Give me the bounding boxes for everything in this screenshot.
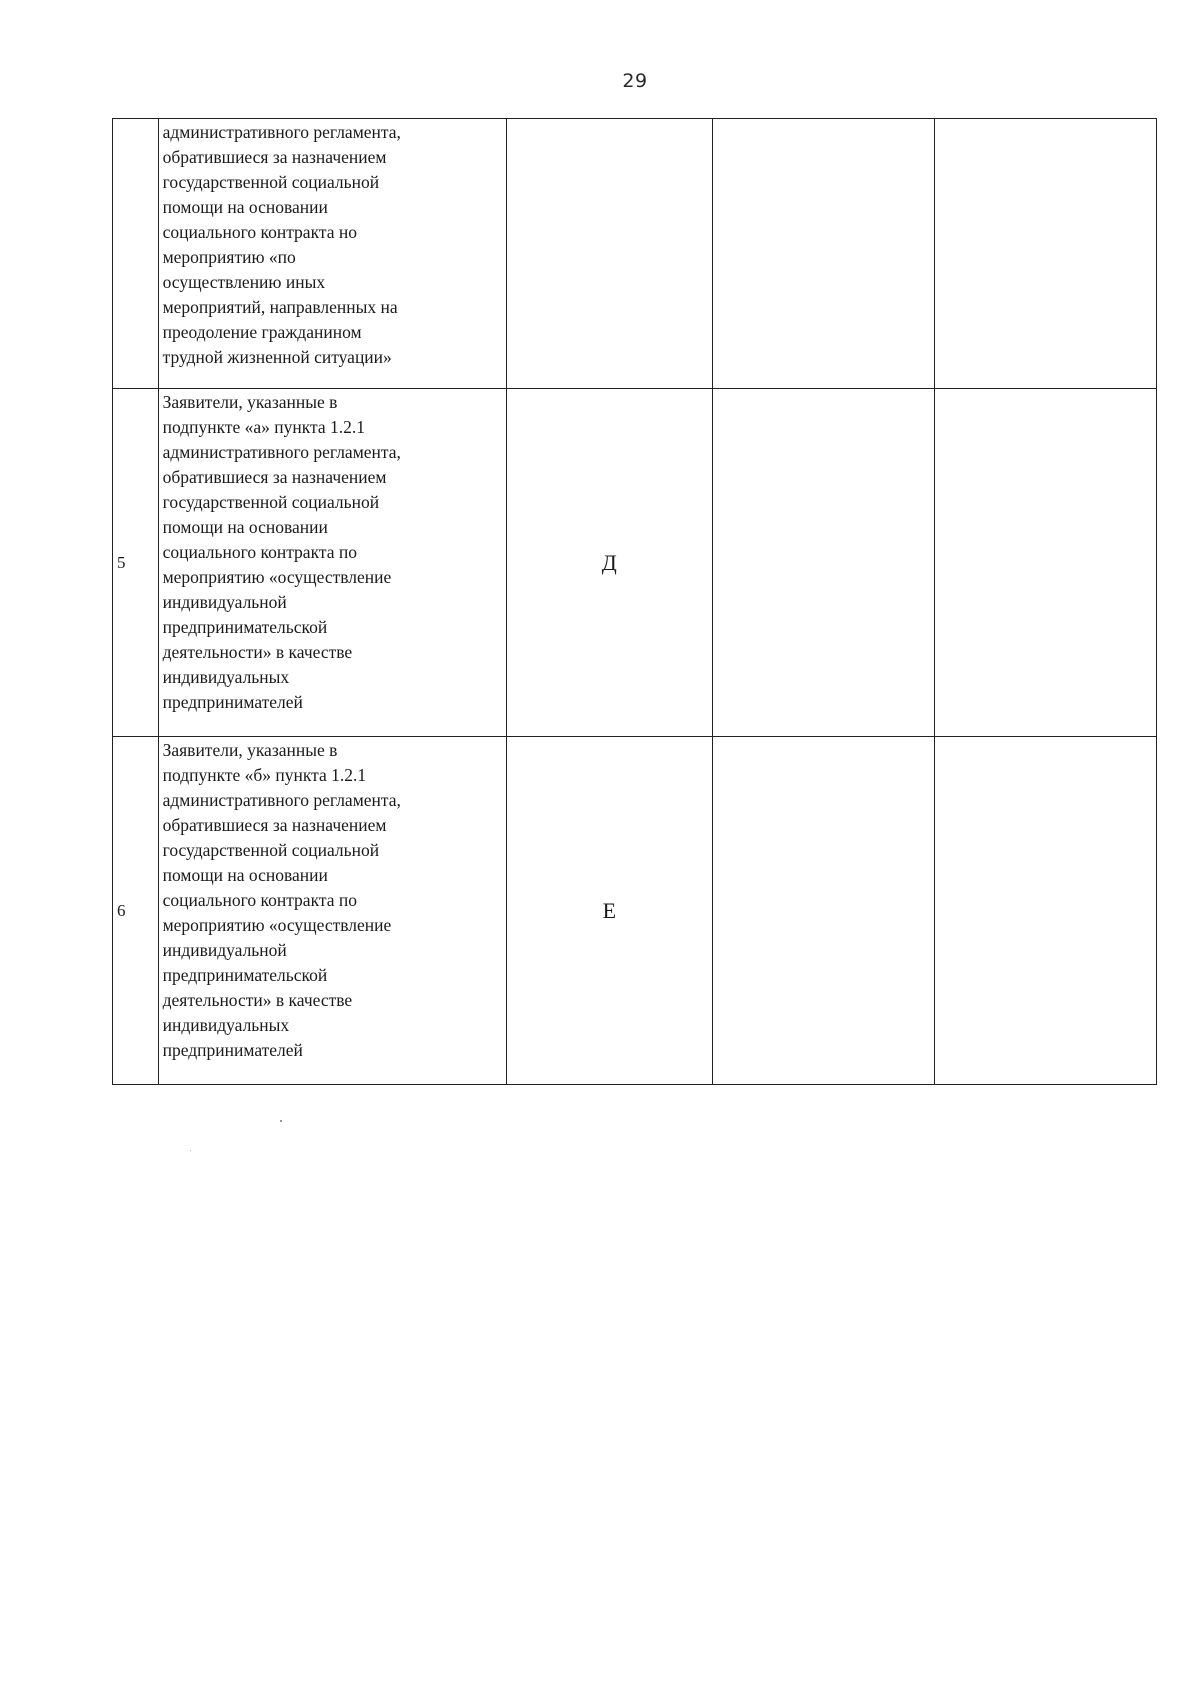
table-row bbox=[113, 389, 1157, 737]
row-mark-cell: Д bbox=[506, 389, 712, 737]
row-number-cell: 6 bbox=[113, 737, 159, 1085]
scan-speck bbox=[190, 1150, 191, 1151]
row-number-cell: 5 bbox=[113, 389, 159, 737]
empty-cell bbox=[934, 737, 1156, 1085]
scan-speck bbox=[280, 1120, 282, 1122]
empty-cell bbox=[712, 119, 934, 389]
row-description-cell: Заявители, указанные в подпункте «а» пункта 1.2.1 административного регламента, обратившиеся за назначением государственной социальной помощи на основании социального контракта по мероприятию «осуществление индивидуальной предпринимательской деятельности» в качестве индивидуальных предпринимателей bbox=[158, 389, 506, 737]
table-row bbox=[113, 119, 1157, 389]
table-row bbox=[113, 737, 1157, 1085]
row-description-cell: Заявители, указанные в подпункте «б» пункта 1.2.1 административного регламента, обратившиеся за назначением государственной социальной помощи на основании социального контракта по мероприятию «осуществление индивидуальной предпринимательской деятельности» в качестве индивидуальных предпринимателей bbox=[158, 737, 506, 1085]
row-number-cell bbox=[113, 119, 159, 389]
page-number: 29 bbox=[622, 70, 648, 92]
empty-cell bbox=[934, 119, 1156, 389]
empty-cell bbox=[712, 737, 934, 1085]
row-mark-cell bbox=[506, 119, 712, 389]
document-table bbox=[112, 118, 1157, 1085]
empty-cell bbox=[934, 389, 1156, 737]
empty-cell bbox=[712, 389, 934, 737]
row-mark-cell: Е bbox=[506, 737, 712, 1085]
row-description-cell: административного регламента, обратившиеся за назначением государственной социальной помощи на основании социального контракта но мероприятию «по осуществлению иных мероприятий, направленных на преодоление гражданином трудной жизненной ситуации» bbox=[158, 119, 506, 389]
document-table-wrapper bbox=[112, 118, 1157, 1085]
